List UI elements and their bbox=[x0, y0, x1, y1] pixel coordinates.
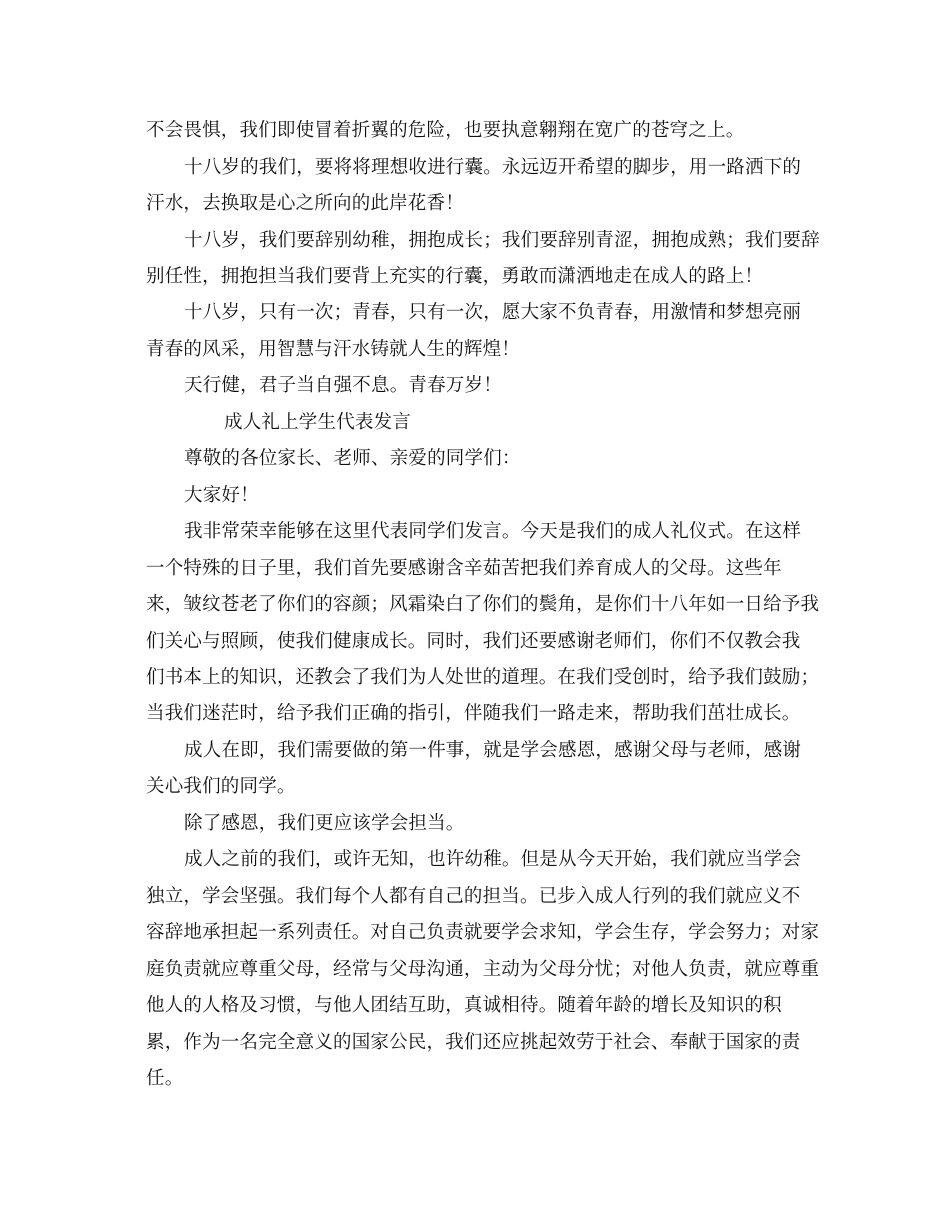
text-line: 们关心与照顾，使我们健康成长。同时，我们还要感谢老师们，你们不仅教会我 bbox=[146, 631, 801, 652]
text-line: 天行健，君子当自强不息。青春万岁！ bbox=[184, 375, 502, 396]
text-line: 成人在即，我们需要做的第一件事，就是学会感恩，感谢父母与老师，感谢 bbox=[184, 740, 802, 761]
text-line: 来，皱纹苍老了你们的容颜；风霜染白了你们的鬓角，是你们十八年如一日给予我 bbox=[146, 594, 820, 615]
text-line: 除了感恩，我们更应该学会担当。 bbox=[184, 813, 465, 834]
greeting: 大家好！ bbox=[184, 485, 259, 506]
text-line: 十八岁，我们要辞别幼稚，拥抱成长；我们要辞别青涩，拥抱成熟；我们要辞 bbox=[184, 230, 820, 251]
text-line: 青春的风采，用智慧与汗水铸就人生的辉煌！ bbox=[146, 339, 521, 360]
text-line: 当我们迷茫时，给予我们正确的指引，伴随我们一路走来，帮助我们茁壮成长。 bbox=[146, 703, 801, 724]
text-line: 汗水，去换取是心之所向的此岸花香！ bbox=[146, 193, 464, 214]
section-title: 成人礼上学生代表发言 bbox=[224, 412, 412, 433]
text-line: 任。 bbox=[146, 1068, 184, 1089]
text-line: 一个特殊的日子里，我们首先要感谢含辛茹苦把我们养育成人的父母。这些年 bbox=[146, 558, 782, 579]
text-line: 关心我们的同学。 bbox=[146, 776, 296, 797]
text-line: 们书本上的知识，还教会了我们为人处世的道理。在我们受创时，给予我们鼓励； bbox=[146, 667, 820, 688]
salutation: 尊敬的各位家长、老师、亲爱的同学们： bbox=[184, 448, 521, 469]
text-line: 庭负责就应尊重父母，经常与父母沟通，主动为父母分忧；对他人负责，就应尊重 bbox=[146, 959, 820, 980]
text-line: 容辞地承担起一系列责任。对自己负责就要学会求知，学会生存，学会努力；对家 bbox=[146, 922, 820, 943]
text-line: 别任性，拥抱担当我们要背上充实的行囊，勇敢而潇洒地走在成人的路上！ bbox=[146, 266, 764, 287]
text-line: 不会畏惧，我们即使冒着折翼的危险，也要执意翱翔在宽广的苍穹之上。 bbox=[146, 120, 745, 141]
text-line: 他人的人格及习惯，与他人团结互助，真诚相待。随着年龄的增长及知识的积 bbox=[146, 995, 782, 1016]
text-line: 十八岁的我们，要将将理想收进行囊。永远迈开希望的脚步，用一路洒下的 bbox=[184, 157, 802, 178]
text-line: 累，作为一名完全意义的国家公民，我们还应挑起效劳于社会、奉献于国家的责 bbox=[146, 1032, 801, 1053]
text-line: 独立，学会坚强。我们每个人都有自己的担当。已步入成人行列的我们就应义不 bbox=[146, 886, 801, 907]
text-line: 成人之前的我们，或许无知，也许幼稚。但是从今天开始，我们就应当学会 bbox=[184, 849, 802, 870]
text-line: 我非常荣幸能够在这里代表同学们发言。今天是我们的成人礼仪式。在这样 bbox=[184, 521, 802, 542]
text-line: 十八岁，只有一次；青春，只有一次，愿大家不负青春，用激情和梦想亮丽 bbox=[184, 302, 802, 323]
